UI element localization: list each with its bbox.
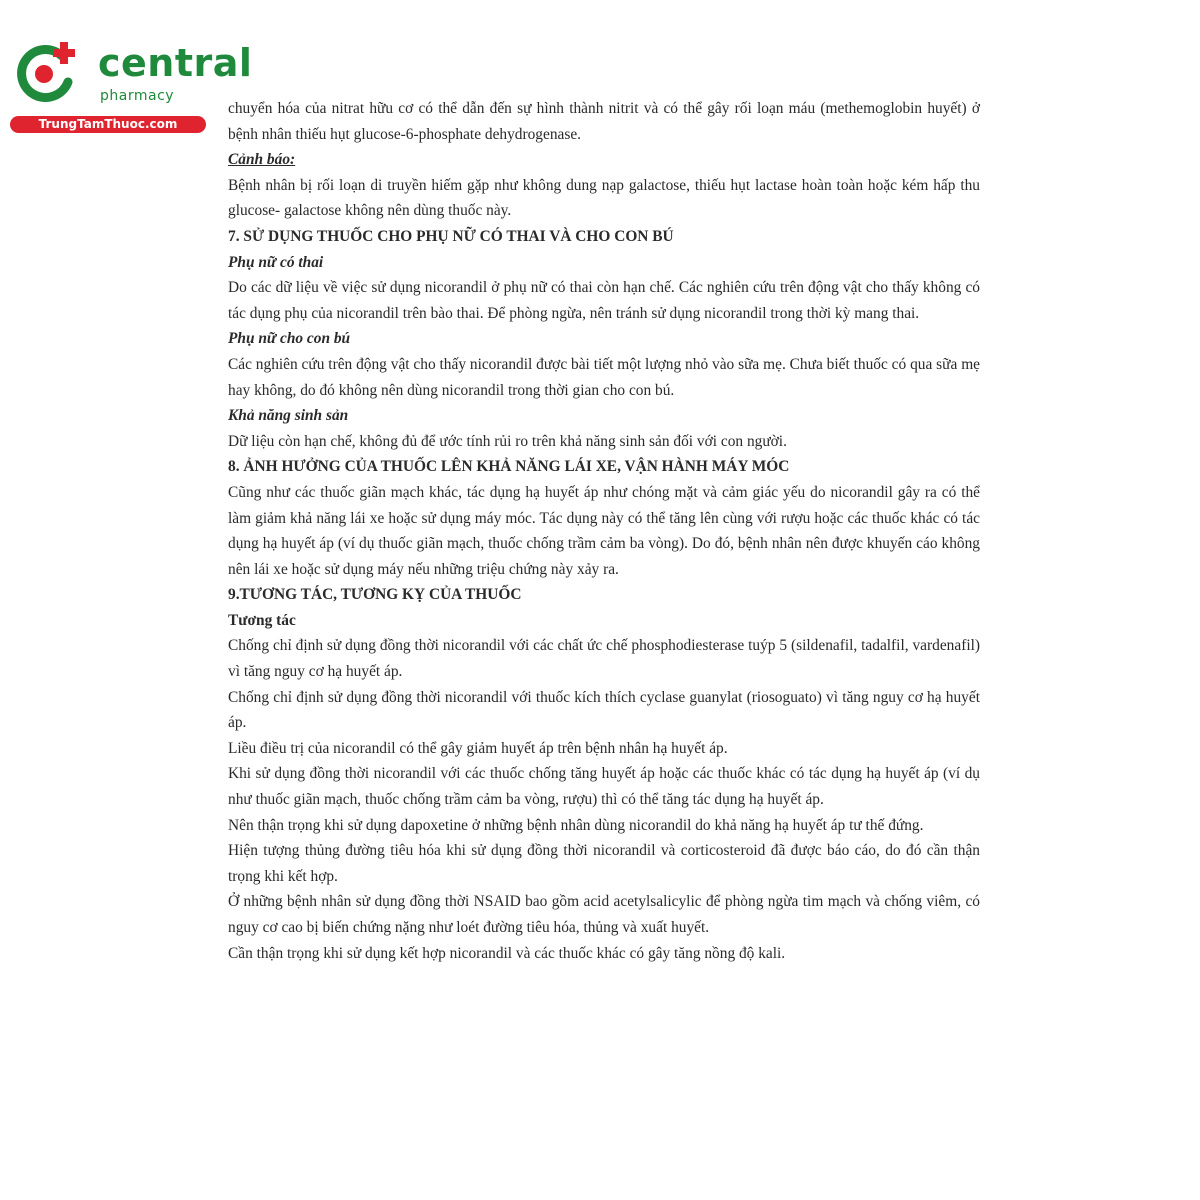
- paragraph: Chống chỉ định sử dụng đồng thời nicorandil với các chất ức chế phosphodiesterase tuýp 5 (sildenafil, tadalfil, vardenafil) vì tăng nguy cơ hạ huyết áp.: [228, 637, 980, 681]
- paragraph: chuyển hóa của nitrat hữu cơ có thể dẫn đến sự hình thành nitrit và có thể gây rối loạn máu (methemoglobin huyết) ở bệnh nhân thiếu hụt glucose-6-phosphate dehydrogenase.: [228, 100, 980, 143]
- paragraph: Bệnh nhân bị rối loạn di truyền hiếm gặp như không dung nạp galactose, thiếu hụt lactase hoàn toàn hoặc kém hấp thu glucose- galactose không nên dùng thuốc này.: [228, 176, 980, 220]
- section-heading: Phụ nữ cho con bú: [228, 330, 351, 348]
- paragraph: Do các dữ liệu về việc sử dụng nicorandil ở phụ nữ có thai còn hạn chế. Các nghiên cứu trên động vật cho thấy không có tác dụng phụ của nicorandil trên bào thai. Để phòng ngừa, nên tránh sử dụng nicorandil trong thời kỳ mang thai.: [228, 279, 980, 322]
- paragraph: Liều điều trị của nicorandil có thể gây giảm huyết áp trên bệnh nhân hạ huyết áp.: [228, 739, 728, 757]
- section-heading: Phụ nữ có thai: [228, 253, 324, 271]
- logo-subtitle: pharmacy: [100, 88, 175, 104]
- central-pharmacy-logo[interactable]: [10, 36, 253, 136]
- section-heading: 9.TƯƠNG TÁC, TƯƠNG KỴ CỦA THUỐC: [228, 586, 522, 604]
- paragraph: Các nghiên cứu trên động vật cho thấy nicorandil được bài tiết một lượng nhỏ vào sữa mẹ. Chưa biết thuốc có qua sữa mẹ hay không, do đó không nên dùng nicorandil trong thời gian cho con bú.: [228, 355, 980, 399]
- logo-name: central: [98, 41, 253, 85]
- section-heading: 7. SỬ DỤNG THUỐC CHO PHỤ NỮ CÓ THAI VÀ CHO CON BÚ: [228, 227, 674, 245]
- paragraph: Chống chỉ định sử dụng đồng thời nicorandil với thuốc kích thích cyclase guanylat (riosoguato) vì tăng nguy cơ hạ huyết áp.: [228, 688, 980, 732]
- paragraph: Ở những bệnh nhân sử dụng đồng thời NSAID bao gồm acid acetylsalicylic để phòng ngừa tim mạch và chống viêm, có nguy cơ cao bị biến chứng nặng như loét đường tiêu hóa, thủng và xuất huyết.: [228, 893, 980, 936]
- paragraph: Dữ liệu còn hạn chế, không đủ để ước tính rủi ro trên khả năng sinh sản đối với con người.: [228, 432, 787, 450]
- document-body: [228, 96, 980, 966]
- logo-website: TrungTamThuoc.com: [10, 116, 206, 133]
- section-heading: Cảnh báo:: [228, 151, 296, 169]
- pharmacy-cross-logo-icon: [10, 38, 82, 110]
- paragraph: Hiện tượng thủng đường tiêu hóa khi sử dụng đồng thời nicorandil và corticosteroid đã được báo cáo, do đó cần thận trọng khi kết hợp.: [228, 842, 980, 885]
- section-heading: Tương tác: [228, 611, 296, 629]
- paragraph: Cũng như các thuốc giãn mạch khác, tác dụng hạ huyết áp như chóng mặt và cảm giác yếu do nicorandil gây ra có thể làm giảm khả năng lái xe hoặc sử dụng máy móc. Tác dụng này có thể tăng lên cùng với rượu hoặc các thuốc khác có tác dụng hạ huyết áp (ví dụ thuốc giãn mạch, thuốc chống trầm cảm ba vòng). Do đó, bệnh nhân nên được khuyến cáo không nên lái xe hoặc sử dụng máy nếu những triệu chứng này xảy ra.: [228, 483, 980, 578]
- paragraph: Nên thận trọng khi sử dụng dapoxetine ở những bệnh nhân dùng nicorandil do khả năng hạ huyết áp tư thế đứng.: [228, 816, 924, 834]
- paragraph: Khi sử dụng đồng thời nicorandil với các thuốc chống tăng huyết áp hoặc các thuốc khác có tác dụng hạ huyết áp (ví dụ như thuốc giãn mạch, thuốc chống trầm cảm ba vòng, rượu) thì có thể tăng tác dụng hạ huyết áp.: [228, 765, 980, 809]
- section-heading: Khả năng sinh sản: [228, 407, 349, 425]
- section-heading: 8. ẢNH HƯỞNG CỦA THUỐC LÊN KHẢ NĂNG LÁI XE, VẬN HÀNH MÁY MÓC: [228, 458, 790, 476]
- paragraph: Cần thận trọng khi sử dụng kết hợp nicorandil và các thuốc khác có gây tăng nồng độ kali.: [228, 944, 786, 962]
